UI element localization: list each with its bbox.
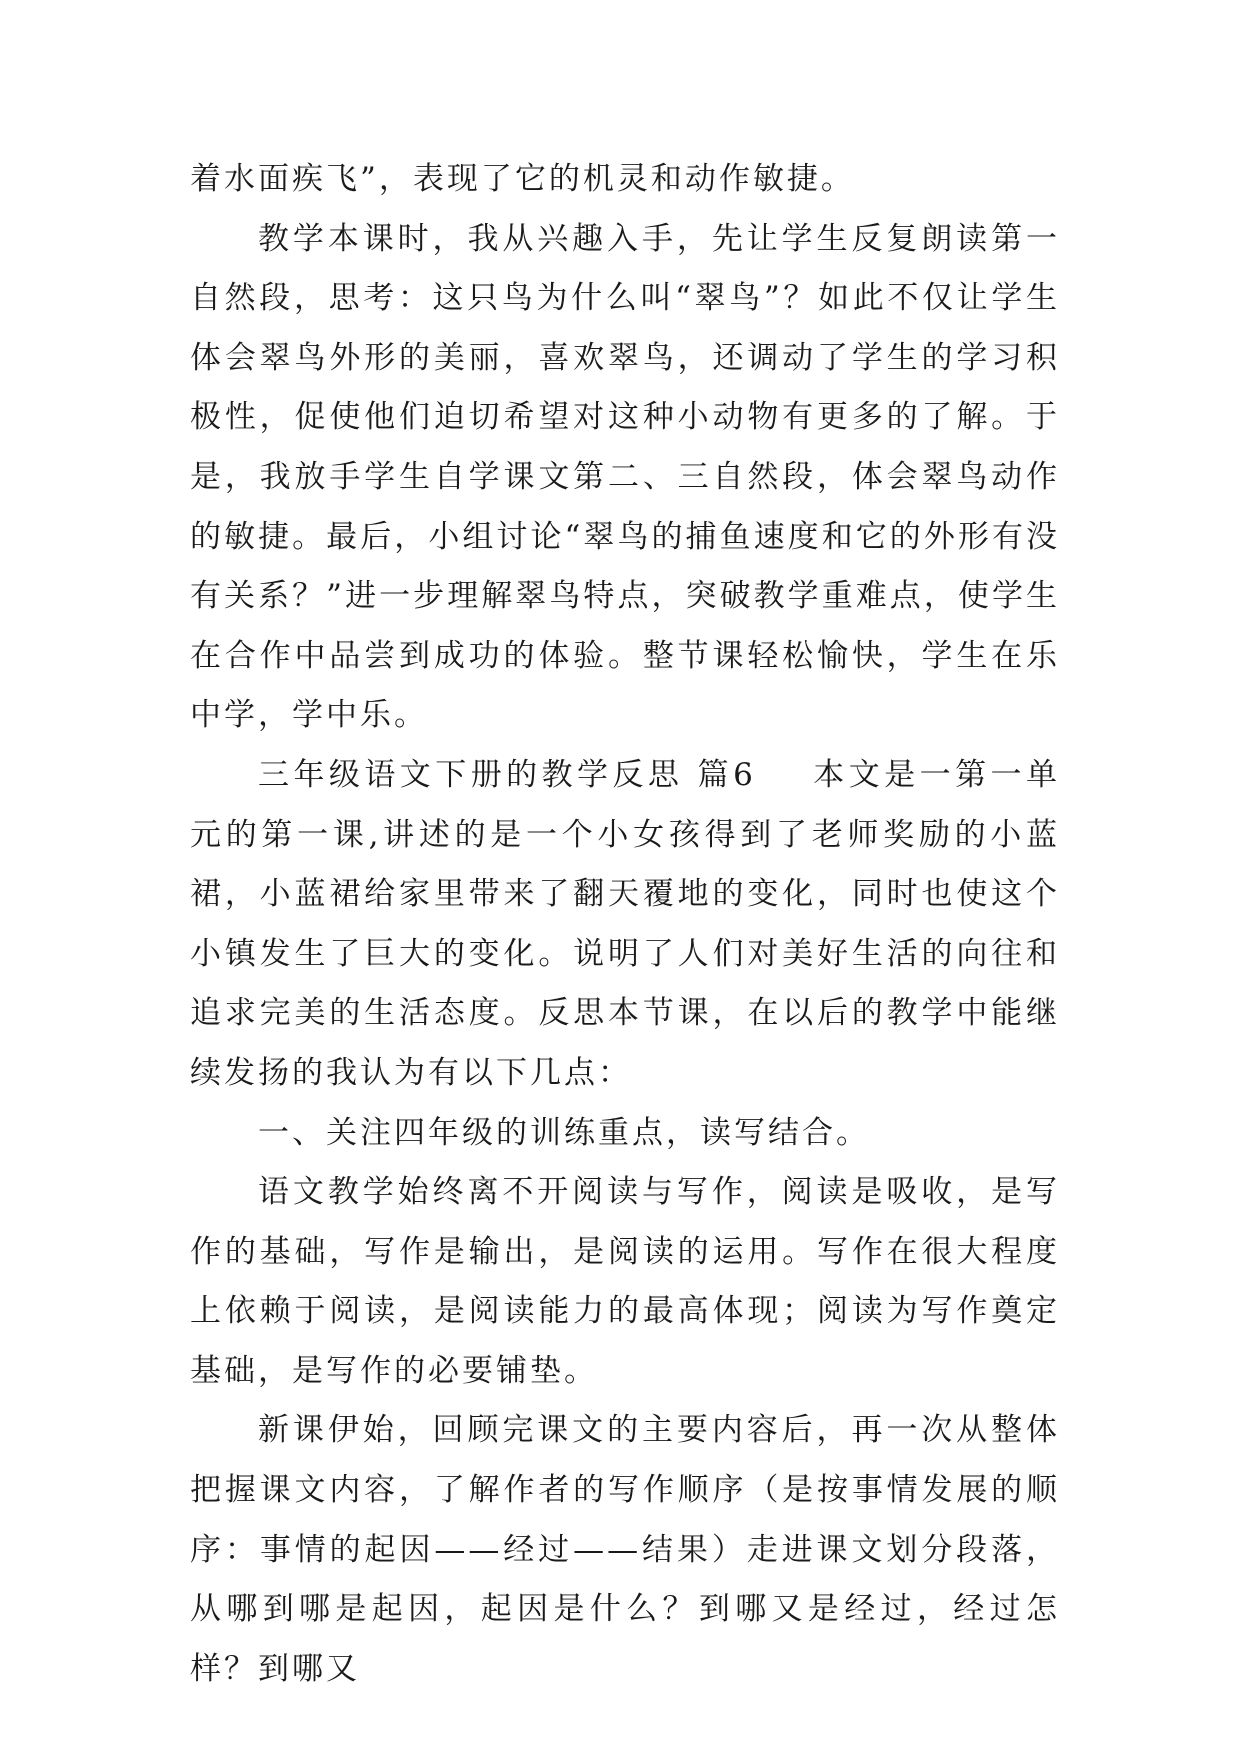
paragraph-reading-writing: 语文教学始终离不开阅读与写作，阅读是吸收，是写作的基础，写作是输出，是阅读的运用。写作在很大程度上依赖于阅读，是阅读能力的最高体现；阅读为写作奠定基础，是写作的必要铺垫。 [190, 1174, 1060, 1389]
paragraph-section-6 [190, 746, 1060, 1104]
paragraph-continuation: 着水面疾飞”，表现了它的机灵和动作敏捷。 [190, 161, 855, 197]
paragraph-teaching-approach: 教学本课时，我从兴趣入手，先让学生反复朗读第一自然段，思考：这只鸟为什么叫“翠鸟”？如此不仅让学生体会翠鸟外形的美丽，喜欢翠鸟，还调动了学生的学习积极性，促使他们迫切希望对这种小动物有更多的了解。于是，我放手学生自学课文第二、三自然段，体会翠鸟动作的敏捷。最后，小组讨论“翠鸟的捕鱼速度和它的外形有没有关系？”进一步理解翠鸟特点，突破教学重难点，使学生在合作中品尝到成功的体验。整节课轻松愉快，学生在乐中学，学中乐。 [190, 220, 1060, 734]
paragraph-point-one: 一、关注四年级的训练重点，读写结合。 [258, 1114, 870, 1151]
section-intro: 本文是一第一单元的第一课,讲述的是一个小女孩得到了老师奖励的小蓝裙，小蓝裙给家里带来了翻天覆地的变化，同时也使这个小镇发生了巨大的变化。说明了人们对美好生活的向往和追求完美的生活态度。反思本节课，在以后的教学中能继续发扬的我认为有以下几点： [190, 756, 1060, 1091]
section-heading: 三年级语文下册的教学反思 篇6 [258, 756, 756, 793]
paragraph-new-lesson: 新课伊始，回顾完课文的主要内容后，再一次从整体把握课文内容，了解作者的写作顺序（是按事情发展的顺序：事情的起因——经过——结果）走进课文划分段落，从哪到哪是起因，起因是什么？到哪又是经过，经过怎样？到哪又 [190, 1412, 1060, 1687]
document-body [190, 150, 1060, 1699]
